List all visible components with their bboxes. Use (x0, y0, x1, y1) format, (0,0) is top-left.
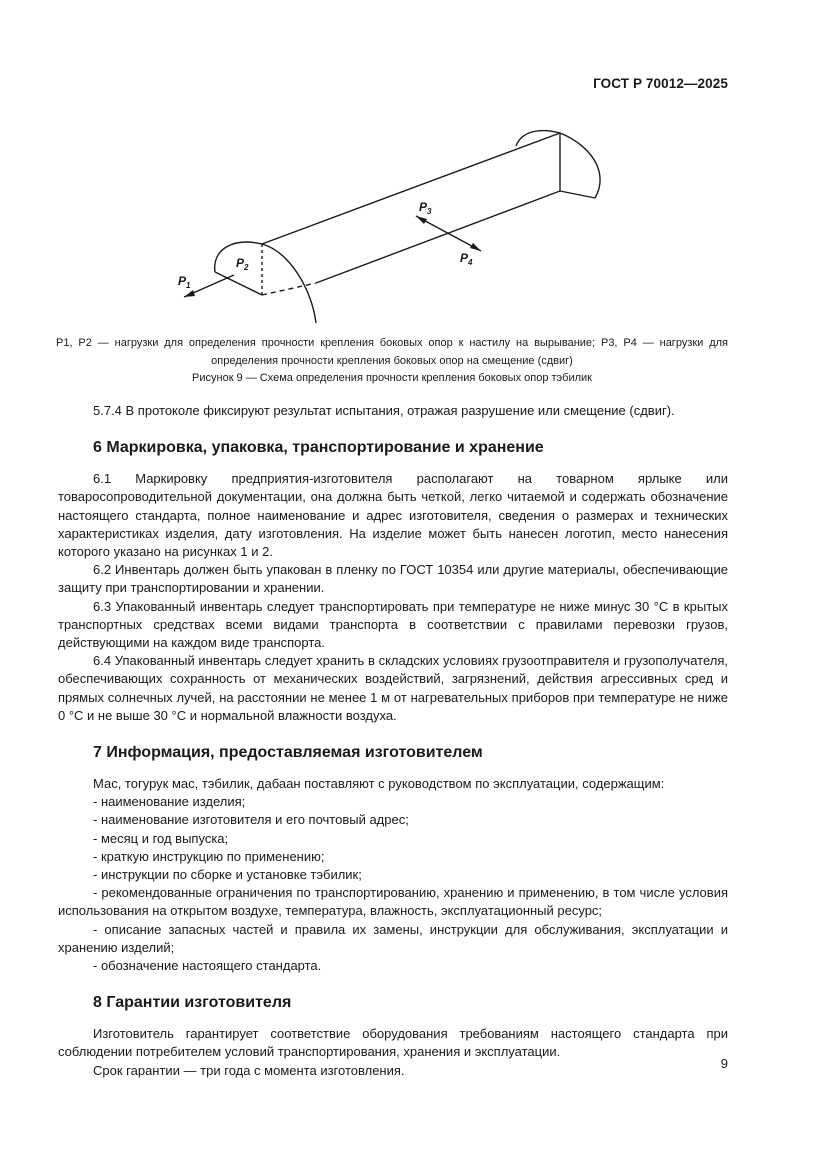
section-6-title: 6 Маркировка, упаковка, транспортирование и хранение (93, 439, 544, 457)
list-item: - месяц и год выпуска; (93, 830, 229, 846)
section-8-title: 8 Гарантии изготовителя (93, 994, 292, 1012)
p4-arrow-head (470, 243, 481, 251)
left-support-base (215, 272, 262, 295)
legend-line-2: определения прочности крепления боковых опор на смещение (сдвиг) (211, 355, 573, 367)
right-support-arc (516, 131, 600, 198)
p3-label: $P_3$ (419, 200, 432, 216)
p4-label: $P_4$ (460, 251, 473, 267)
page-number: 9 (720, 1056, 728, 1071)
paragraph-6-3: 6.3 Упакованный инвентарь следует транспортировать при температуре не ниже минус 30 °С в крытых транспортных средствах всеми видами транспорта в соответствии с правилами перевозки грузов, действующими на каждом виде транспорта. (58, 598, 728, 651)
list-item: - наименование изделия; (93, 794, 246, 810)
paragraph-5-7-4: 5.7.4 В протоколе фиксируют результат испытания, отражая разрушение или смещение (сдвиг). (93, 403, 675, 418)
list-item: - рекомендованные ограничения по транспортированию, хранению и применению, в том числе условия использования на открытом воздухе, температура, влажность, эксплуатационный ресурс; (58, 885, 728, 919)
support-strength-scheme (170, 120, 620, 335)
p3-arrow-head (416, 216, 427, 224)
paragraph-8-1: Изготовитель гарантирует соответствие оборудования требованиям настоящего стандарта при соблюдении потребителем условий транспортирования, хранения и эксплуатации. (58, 1026, 728, 1060)
list-item: - описание запасных частей и правила их замены, инструкции для обслуживания, эксплуатации и хранению изделий; (58, 921, 728, 955)
paragraph-8-2: Срок гарантии — три года с момента изготовления. (93, 1062, 405, 1078)
document-body (58, 402, 728, 1080)
p1-label: $P_1$ (178, 274, 191, 290)
p1-arrow-head (184, 290, 195, 297)
paragraph-6-4: 6.4 Упакованный инвентарь следует хранить в складских условиях грузоотправителя и грузополучателя, обеспечивающих сохранность от механических воздействий, загрязнений, действия агрессивных сред и прямых солнечных лучей, на расстоянии не менее 1 м от нагревательных приборов при температуре не ниже 0 °С и не выше 30 °С и нормальной влажности воздуха. (58, 653, 728, 723)
left-support-arc (215, 242, 316, 323)
beam-bottom-edge (316, 191, 560, 283)
list-item: - наименование изготовителя и его почтовый адрес; (93, 812, 409, 828)
list-item: - краткую инструкцию по применению; (93, 848, 325, 864)
p3-p4-arrow-line (416, 216, 481, 251)
paragraph-6-2: 6.2 Инвентарь должен быть упакован в пленку по ГОСТ 10354 или другие материалы, обеспечивающие защиту при транспортировании и хранении. (58, 562, 728, 596)
standard-designation: ГОСТ Р 70012—2025 (593, 76, 728, 91)
right-support-base (560, 191, 595, 198)
list-item: - инструкции по сборке и установке тэбилик; (93, 867, 362, 883)
beam-top-edge (262, 133, 560, 244)
section-7-intro: Мас, тогурук мас, тэбилик, дабаан поставляют с руководством по эксплуатации, содержащим: (93, 776, 665, 792)
list-item: - обозначение настоящего стандарта. (93, 958, 322, 974)
legend-line-1: P1, P2 — нагрузки для определения прочности крепления боковых опор к настилу на вырывание; P3, P4 — нагрузки для (56, 337, 728, 349)
p2-label: $P_2$ (236, 256, 249, 272)
figure-9-diagram (170, 120, 620, 335)
figure-caption: Рисунок 9 — Схема определения прочности крепления боковых опор тэбилик (192, 372, 592, 384)
paragraph-6-1: 6.1 Маркировку предприятия-изготовителя располагают на товарном ярлыке или товаросопроводительной документации, она должна быть четкой, легко читаемой и содержать обозначение настоящего стандарта, полное наименование и адрес изготовителя, сведения о размерах и технических характеристиках изделия, дату изготовления. На изделие может быть нанесен логотип, место нанесения которого указано на рисунках 1 и 2. (58, 471, 728, 560)
figure-legend (56, 334, 728, 370)
section-7-title: 7 Информация, предоставляемая изготовителем (93, 744, 483, 762)
